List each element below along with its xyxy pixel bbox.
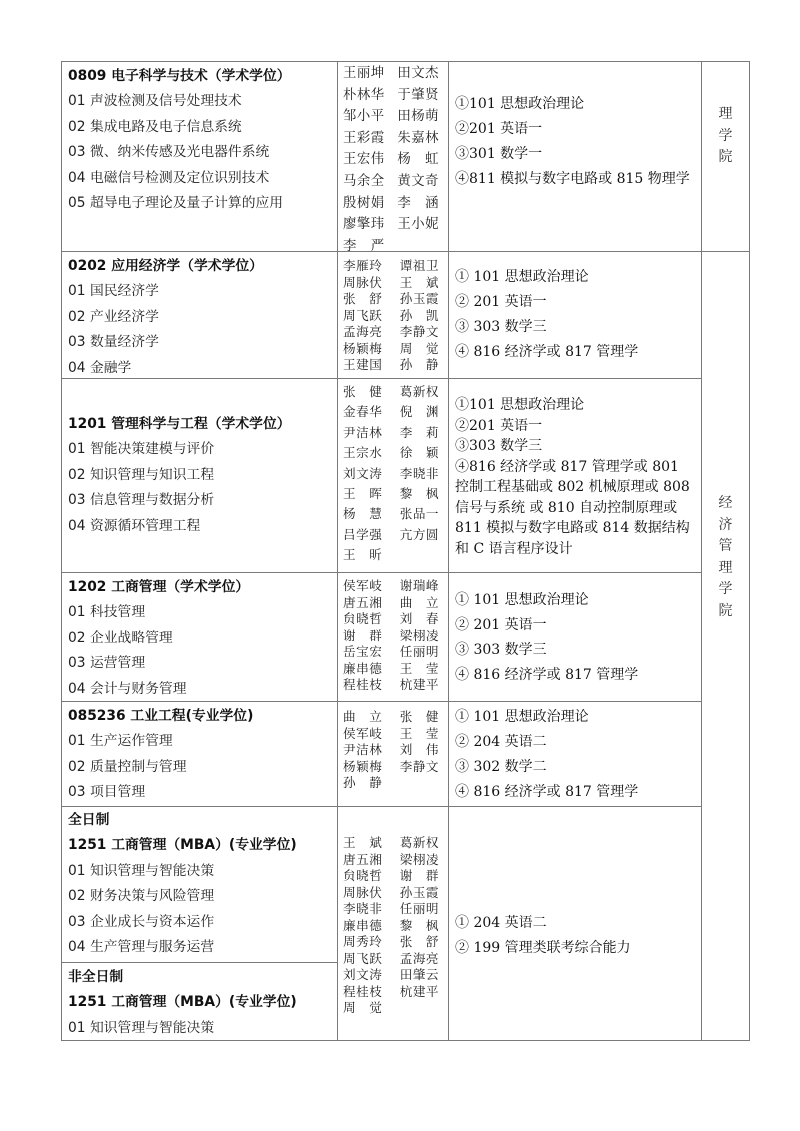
exam-item: ③303 数学三 — [455, 438, 543, 454]
direction-item: 01 知识管理与智能决策 — [68, 862, 215, 879]
exam-subjects — [448, 588, 701, 688]
direction-item: 02 质量控制与管理 — [68, 758, 187, 775]
tutor-list: 王 斌 葛新权 唐五湘 梁栩凌 贠晓哲 谢 群 周脉伏 孙玉霞 李晓非 任丽明 廉串德 黎 枫 周秀玲 张 舒 周飞跃 孟海亮 刘文涛 田肇云 程桂枝 杭建平 周 觉 — [343, 835, 439, 1015]
direction-item: 01 智能决策建模与评价 — [68, 441, 215, 458]
direction-item: 03 信息管理与数据分析 — [68, 492, 215, 509]
exam-item: ③ 302 数学二 — [455, 759, 547, 775]
college-science: 理 学 院 — [718, 106, 733, 165]
exam-subjects — [448, 911, 701, 961]
college-economics-management: 经 济 管 理 学 院 — [718, 495, 733, 619]
direction-item: 01 生产运作管理 — [68, 733, 173, 750]
program-title: 1201 管理科学与工程（学术学位） — [68, 416, 291, 432]
direction-item: 02 知识管理与知识工程 — [68, 466, 215, 483]
direction-item: 04 生产管理与服务运营 — [68, 939, 215, 956]
direction-item: 03 微、纳米传感及光电器件系统 — [68, 144, 270, 161]
direction-item: 02 财务决策与风险管理 — [68, 888, 215, 905]
direction-item: 03 数量经济学 — [68, 334, 159, 351]
exam-item: ②201 英语一 — [455, 121, 543, 137]
program-cell — [61, 808, 337, 960]
direction-item: 02 集成电路及电子信息系统 — [68, 118, 242, 135]
exam-subjects — [448, 92, 701, 192]
program-cell — [61, 254, 337, 381]
exam-item: ② 199 管理类联考综合能力 — [455, 940, 631, 956]
exam-item: ② 204 英语二 — [455, 734, 547, 750]
direction-item: 03 项目管理 — [68, 784, 146, 801]
program-title: 1202 工商管理（学术学位） — [68, 579, 250, 595]
exam-item: ① 101 思想政治理论 — [455, 269, 589, 285]
direction-item: 03 企业成长与资本运作 — [68, 913, 215, 930]
program-cell — [61, 64, 337, 216]
exam-item: ④811 模拟与数字电路或 815 物理学 — [455, 171, 690, 187]
row-divider — [61, 806, 701, 807]
program-title: 085236 工业工程(专业学位) — [68, 708, 254, 724]
exam-item: ④ 816 经济学或 817 管理学 — [455, 784, 639, 800]
tutor-list: 侯军岐 谢瑞峰 唐五湘 曲 立 贠晓哲 刘 春 谢 群 梁栩凌 岳宝宏 任丽明 廉串德 王 莹 程桂枝 杭建平 — [343, 578, 439, 692]
exam-item: ④ 816 经济学或 817 管理学 — [455, 344, 639, 360]
exam-item: ④ 816 经济学或 817 管理学 — [455, 667, 639, 683]
tutor-list: 李雁玲 谭祖卫 周脉伏 王 斌 张 舒 孙玉霞 周飞跃 孙 凯 孟海亮 李静文 杨颖梅 周 觉 王建国 孙 静 — [343, 258, 439, 372]
tutor-list: 张 健 葛新权 金春华 倪 渊 尹洁林 李 莉 王宗水 徐 颖 刘文涛 李晓非 王 晖 黎 枫 杨 慧 张品一 吕学强 亢方圆 王 昕 — [343, 384, 439, 563]
mode-divider — [61, 962, 337, 963]
direction-item: 03 运营管理 — [68, 655, 146, 672]
program-title: 1251 工商管理（MBA）(专业学位) — [68, 994, 297, 1011]
exam-item: ② 201 英语一 — [455, 617, 547, 633]
study-mode-fulltime: 全日制 — [68, 812, 110, 828]
exam-item: ③301 数学一 — [455, 146, 543, 162]
program-title: 0809 电子科学与技术（学术学位） — [68, 68, 291, 84]
direction-item: 02 产业经济学 — [68, 308, 159, 325]
direction-item: 01 声波检测及信号处理技术 — [68, 93, 242, 110]
direction-item: 01 科技管理 — [68, 604, 146, 621]
direction-item: 02 企业战略管理 — [68, 629, 173, 646]
row-divider — [701, 251, 750, 252]
exam-item: ①101 思想政治理论 — [455, 96, 585, 112]
tutor-list: 王丽坤 田文杰 朴林华 于肇贤 邹小平 田杨萌 王彩霞 朱嘉林 王宏伟 杨 虹 马余全 黄文奇 殷树娟 李 涵 廖擎玮 王小妮 李 严 — [343, 66, 439, 254]
program-cell — [61, 412, 337, 539]
exam-subjects — [448, 395, 701, 559]
exam-item: ① 101 思想政治理论 — [455, 709, 589, 725]
exam-item: ④816 经济学或 817 管理学或 801 控制工程基础或 802 机械原理或 808 信号与系统 或 810 自动控制原理或 811 模拟与数字电路或 814 数据结构和 C 语言程序设计 — [455, 458, 690, 557]
exam-item: ① 101 思想政治理论 — [455, 592, 589, 608]
direction-item: 01 国民经济学 — [68, 283, 159, 300]
tutor-list: 曲 立 张 健 侯军岐 王 莹 尹洁林 刘 伟 杨颖梅 李静文 孙 静 — [343, 709, 439, 790]
exam-item: ②201 英语一 — [455, 417, 543, 434]
exam-item: ③ 303 数学三 — [455, 319, 547, 335]
direction-item: 04 资源循环管理工程 — [68, 517, 201, 534]
program-cell-parttime — [61, 965, 337, 1041]
exam-item: ③ 303 数学三 — [455, 642, 547, 658]
direction-item: 04 电磁信号检测及定位识别技术 — [68, 169, 270, 186]
study-mode-parttime: 非全日制 — [68, 969, 124, 985]
row-divider — [61, 572, 701, 573]
program-cell — [61, 704, 337, 806]
exam-subjects — [448, 705, 701, 805]
exam-item: ① 204 英语二 — [455, 915, 547, 931]
exam-item: ①101 思想政治理论 — [455, 397, 585, 413]
direction-item: 01 知识管理与智能决策 — [68, 1019, 215, 1036]
program-title: 0202 应用经济学（学术学位） — [68, 258, 263, 274]
exam-item: ② 201 英语一 — [455, 294, 547, 310]
direction-item: 04 会计与财务管理 — [68, 680, 187, 697]
direction-item: 05 超导电子理论及量子计算的应用 — [68, 195, 284, 212]
program-title: 1251 工商管理（MBA）(专业学位) — [68, 837, 297, 854]
program-cell — [61, 575, 337, 702]
exam-subjects — [448, 265, 701, 365]
direction-item: 04 金融学 — [68, 359, 132, 376]
